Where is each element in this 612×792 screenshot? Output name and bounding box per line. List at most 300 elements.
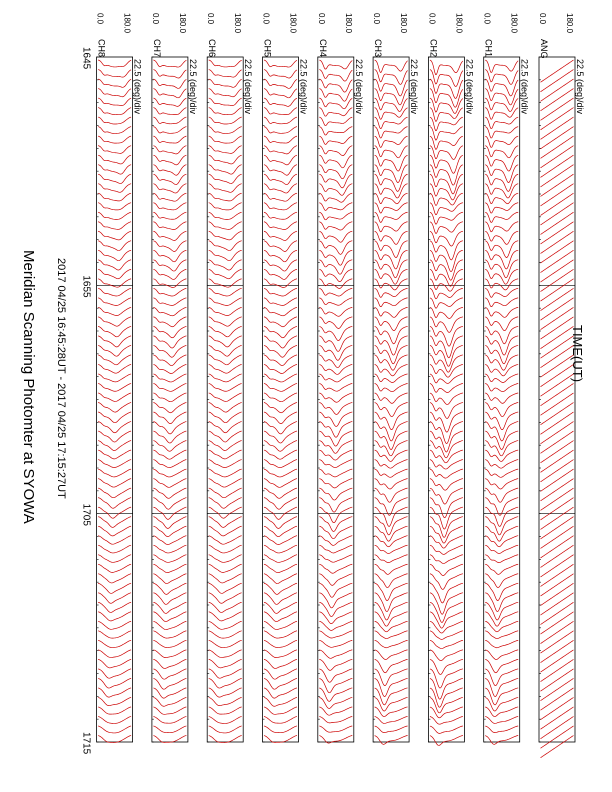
scan-trace	[319, 460, 352, 468]
scan-trace	[98, 697, 131, 705]
scan-trace	[319, 117, 352, 125]
y-tick-label: 180.0	[454, 13, 464, 34]
scan-trace	[375, 488, 408, 502]
scan-trace	[98, 364, 131, 373]
scan-trace	[98, 479, 131, 487]
scan-trace	[485, 288, 518, 297]
y-tick-label: 0.0	[372, 13, 382, 25]
scan-trace	[264, 174, 297, 184]
scan-trace	[98, 498, 131, 509]
scan-trace	[98, 260, 131, 270]
scan-trace	[153, 241, 186, 252]
trace-group	[153, 60, 186, 742]
scan-trace	[485, 193, 518, 204]
scan-trace	[264, 403, 297, 413]
scan-trace	[153, 393, 186, 402]
scan-trace	[485, 212, 518, 222]
scan-trace	[375, 726, 408, 733]
scan-trace	[430, 307, 463, 318]
scan-trace	[375, 193, 408, 204]
scan-trace	[153, 212, 186, 219]
scan-trace	[541, 555, 574, 577]
scan-trace	[319, 374, 352, 382]
scan-trace	[430, 460, 463, 469]
scan-trace	[485, 517, 518, 535]
scan-trace	[430, 517, 463, 538]
scan-trace	[98, 241, 131, 251]
scan-trace	[98, 688, 131, 697]
scan-trace	[264, 193, 297, 201]
scan-trace	[98, 79, 131, 87]
scan-trace	[319, 317, 352, 329]
scan-trace	[541, 345, 574, 367]
scan-trace	[319, 98, 352, 109]
scan-trace	[485, 479, 518, 489]
scan-trace	[153, 583, 186, 594]
scan-trace	[264, 659, 297, 668]
scan-trace	[153, 222, 186, 230]
scan-trace	[209, 669, 242, 678]
scan-trace	[153, 536, 186, 545]
scan-trace	[98, 203, 131, 210]
scan-trace	[485, 716, 518, 723]
scan-trace	[153, 203, 186, 210]
scan-trace	[153, 298, 186, 306]
scan-trace	[98, 726, 131, 733]
scan-trace	[209, 697, 242, 705]
trace-group	[264, 60, 297, 742]
scan-trace	[153, 231, 186, 240]
scan-trace	[541, 241, 574, 263]
scan-trace	[264, 621, 297, 629]
scan-trace	[153, 108, 186, 115]
scan-trace	[375, 612, 408, 626]
scan-trace	[541, 317, 574, 339]
scan-trace	[98, 184, 131, 193]
scan-trace	[485, 441, 518, 456]
y-tick-label: 0.0	[482, 13, 492, 25]
scan-trace	[98, 165, 131, 174]
scan-trace	[319, 602, 352, 616]
scan-trace	[485, 488, 518, 502]
scan-trace	[485, 383, 518, 391]
scan-trace	[485, 640, 518, 647]
scan-trace	[541, 640, 574, 662]
scan-trace	[430, 545, 463, 554]
scan-trace	[98, 735, 131, 742]
scan-trace	[430, 431, 463, 452]
trace-group	[375, 60, 408, 744]
scan-trace	[264, 669, 297, 679]
scan-trace	[153, 317, 186, 327]
scan-trace	[319, 678, 352, 692]
scan-trace	[319, 89, 352, 102]
scan-trace	[485, 707, 518, 717]
panel-scale: 22.5 (deg)/div	[132, 59, 143, 115]
scan-trace	[264, 269, 297, 279]
scan-trace	[264, 469, 297, 477]
scan-trace	[375, 127, 408, 138]
scan-trace	[153, 98, 186, 106]
scan-trace	[209, 260, 242, 270]
scan-trace	[541, 726, 574, 748]
scan-trace	[98, 288, 131, 296]
scan-trace	[541, 288, 574, 310]
scan-trace	[541, 222, 574, 244]
panel-ch5	[262, 13, 309, 742]
y-tick-label: 180.0	[565, 13, 574, 34]
scan-trace	[209, 146, 242, 154]
scan-trace	[98, 355, 131, 365]
scan-trace	[485, 155, 518, 171]
scan-trace	[264, 441, 297, 452]
scan-trace	[375, 117, 408, 129]
scan-trace	[209, 203, 242, 210]
panel-scale: 22.5 (deg)/div	[519, 59, 530, 115]
scan-trace	[319, 298, 352, 305]
scan-trace	[98, 269, 131, 278]
scan-trace	[319, 498, 352, 512]
scan-trace	[264, 136, 297, 143]
scan-trace	[264, 583, 297, 594]
scan-trace	[153, 364, 186, 373]
scan-trace	[485, 307, 518, 317]
scan-trace	[264, 716, 297, 723]
scan-trace	[485, 498, 518, 516]
scan-trace	[430, 507, 463, 529]
scan-trace	[541, 79, 574, 101]
scan-trace	[430, 60, 463, 75]
scan-trace	[319, 146, 352, 156]
scan-trace	[98, 326, 131, 336]
scan-trace	[541, 89, 574, 111]
scan-trace	[153, 621, 186, 629]
scan-trace	[98, 60, 131, 67]
y-tick-label: 0.0	[316, 13, 326, 25]
scan-trace	[375, 602, 408, 620]
trace-group	[541, 60, 574, 758]
scan-trace	[98, 564, 131, 572]
scan-trace	[319, 545, 352, 553]
scan-trace	[153, 60, 186, 67]
scan-trace	[153, 526, 186, 536]
scan-trace	[375, 403, 408, 417]
chart-title: Meridian Scanning Photomter at SYOWA	[20, 250, 37, 524]
scan-trace	[209, 555, 242, 563]
scan-trace	[541, 193, 574, 215]
scan-trace	[485, 688, 518, 705]
y-tick-label: 0.0	[95, 13, 105, 25]
scan-trace	[98, 412, 131, 423]
scan-trace	[209, 498, 242, 509]
scan-trace	[430, 536, 463, 548]
scan-trace	[209, 574, 242, 583]
scan-trace	[485, 222, 518, 232]
y-tick-label: 0.0	[261, 13, 271, 25]
scan-trace	[209, 60, 242, 67]
scan-trace	[485, 108, 518, 120]
scan-trace	[485, 602, 518, 620]
scan-trace	[209, 688, 242, 697]
scan-trace	[319, 203, 352, 211]
scan-trace	[430, 174, 463, 194]
scan-trace	[541, 612, 574, 634]
scan-trace	[98, 574, 131, 583]
scan-trace	[98, 212, 131, 219]
scan-trace	[98, 650, 131, 658]
scan-trace	[98, 193, 131, 201]
scan-trace	[485, 279, 518, 290]
scan-trace	[375, 393, 408, 403]
scan-trace	[541, 688, 574, 710]
scan-trace	[541, 621, 574, 643]
scan-trace	[375, 460, 408, 469]
chart-subtitle: 2017 04/25 16:45:28UT - 2017 04/25 17:15:27UT	[55, 258, 67, 499]
scan-trace	[541, 678, 574, 700]
scan-trace	[485, 631, 518, 639]
scan-trace	[375, 184, 408, 198]
scan-trace	[430, 498, 463, 518]
scan-trace	[375, 631, 408, 639]
scan-trace	[153, 507, 186, 519]
scan-trace	[264, 364, 297, 373]
scan-trace	[375, 108, 408, 120]
scan-trace	[153, 260, 186, 271]
scan-trace	[209, 716, 242, 723]
scan-trace	[485, 364, 518, 375]
scan-trace	[153, 250, 186, 262]
scan-trace	[264, 612, 297, 622]
scan-trace	[209, 422, 242, 433]
scan-trace	[98, 545, 131, 553]
scan-trace	[375, 555, 408, 563]
panel-label: CH7	[151, 39, 162, 58]
scan-trace	[485, 545, 518, 553]
scan-trace	[485, 298, 518, 307]
scan-trace	[98, 231, 131, 240]
scan-trace	[153, 612, 186, 622]
scan-trace	[430, 726, 463, 733]
scan-trace	[430, 650, 463, 661]
scan-trace	[375, 269, 408, 284]
scan-trace	[264, 89, 297, 98]
scan-trace	[209, 108, 242, 115]
scan-trace	[375, 203, 408, 213]
scan-trace	[264, 631, 297, 638]
scan-trace	[153, 659, 186, 668]
scan-trace	[209, 602, 242, 612]
panel-frame	[152, 57, 188, 742]
scan-trace	[375, 279, 408, 290]
scan-trace	[319, 393, 352, 402]
x-tick-label: 1705	[80, 503, 92, 526]
scan-trace	[541, 108, 574, 130]
scan-trace	[209, 222, 242, 230]
scan-trace	[209, 269, 242, 278]
y-tick-label: 0.0	[150, 13, 160, 25]
scan-trace	[430, 735, 463, 745]
panel-frame	[207, 57, 243, 742]
scan-trace	[541, 659, 574, 681]
scan-trace	[375, 545, 408, 553]
panel-label: CH1	[483, 39, 494, 58]
scan-trace	[541, 441, 574, 463]
scan-trace	[98, 659, 131, 667]
scan-trace	[485, 469, 518, 477]
scan-trace	[319, 583, 352, 597]
scan-trace	[375, 517, 408, 535]
scan-trace	[541, 231, 574, 253]
y-tick-label: 180.0	[509, 13, 519, 34]
scan-trace	[375, 231, 408, 244]
scan-trace	[485, 574, 518, 588]
scan-trace	[98, 70, 131, 78]
scan-trace	[430, 222, 463, 234]
scan-trace	[264, 678, 297, 689]
scan-trace	[485, 536, 518, 547]
scan-trace	[98, 640, 131, 647]
scan-trace	[264, 726, 297, 733]
scan-trace	[209, 336, 242, 347]
scan-trace	[319, 79, 352, 92]
scan-trace	[153, 193, 186, 201]
scan-trace	[541, 716, 574, 738]
scan-trace	[98, 136, 131, 143]
scan-trace	[430, 631, 463, 640]
scan-trace	[153, 174, 186, 184]
panel-scale: 22.5 (deg)/div	[575, 59, 585, 115]
scan-trace	[375, 735, 408, 744]
scan-trace	[319, 707, 352, 715]
scan-trace	[209, 707, 242, 714]
scan-trace	[541, 336, 574, 358]
scan-trace	[153, 574, 186, 584]
y-tick-label: 180.0	[122, 13, 132, 34]
scan-trace	[98, 336, 131, 347]
scan-trace	[319, 631, 352, 638]
scan-trace	[209, 241, 242, 251]
scan-trace	[319, 422, 352, 438]
scan-trace	[264, 564, 297, 572]
scan-trace	[375, 526, 408, 541]
panel-ch2	[427, 13, 474, 745]
scan-trace	[264, 526, 297, 536]
scan-trace	[375, 136, 408, 147]
panel-label: CH8	[96, 39, 107, 58]
scan-trace	[153, 488, 186, 498]
scan-trace	[264, 460, 297, 468]
scan-trace	[209, 469, 242, 477]
scan-trace	[153, 70, 186, 78]
scan-trace	[375, 146, 408, 158]
scan-trace	[541, 174, 574, 196]
scan-trace	[319, 403, 352, 415]
scan-trace	[98, 374, 131, 382]
scan-trace	[319, 355, 352, 368]
scan-trace	[485, 269, 518, 284]
scan-trace	[430, 469, 463, 478]
scan-trace	[319, 241, 352, 255]
scan-trace	[375, 60, 408, 72]
scan-trace	[209, 659, 242, 667]
scan-trace	[485, 555, 518, 563]
scan-trace	[430, 555, 463, 564]
scan-trace	[541, 469, 574, 491]
scan-trace	[209, 678, 242, 688]
scan-trace	[319, 650, 352, 658]
x-tick-label: 1645	[80, 47, 92, 70]
scan-trace	[153, 155, 186, 165]
panel-ch6	[206, 13, 253, 742]
panel-scale: 22.5 (deg)/div	[409, 59, 420, 115]
scan-trace	[319, 108, 352, 117]
scan-trace	[209, 517, 242, 528]
scan-trace	[319, 441, 352, 454]
scan-trace	[153, 307, 186, 315]
scan-trace	[485, 184, 518, 198]
panel-scale: 22.5 (deg)/div	[353, 59, 364, 115]
scan-trace	[209, 279, 242, 287]
scan-trace	[153, 269, 186, 279]
panel-ch4	[317, 13, 364, 743]
scan-trace	[209, 650, 242, 658]
scan-trace	[485, 726, 518, 733]
scan-trace	[209, 136, 242, 143]
scan-trace	[375, 593, 408, 612]
scan-trace	[209, 479, 242, 487]
x-tick-label: 1715	[80, 732, 92, 755]
scan-trace	[541, 70, 574, 92]
scan-trace	[209, 593, 242, 604]
scan-trace	[209, 403, 242, 413]
scan-trace	[485, 60, 518, 72]
scan-trace	[485, 593, 518, 612]
scan-trace	[430, 317, 463, 332]
scan-trace	[98, 488, 131, 498]
panels-group	[96, 13, 585, 758]
scan-trace	[319, 564, 352, 573]
scan-trace	[98, 422, 131, 433]
scan-trace	[430, 479, 463, 491]
panel-label: ANG	[539, 39, 549, 59]
scan-trace	[430, 364, 463, 377]
panel-label: CH3	[373, 39, 384, 58]
scan-trace	[153, 326, 186, 337]
scan-trace	[485, 250, 518, 269]
panel-scale: 22.5 (deg)/div	[298, 59, 309, 115]
scan-trace	[375, 479, 408, 489]
scan-trace	[264, 431, 297, 443]
scan-trace	[541, 279, 574, 301]
scan-trace	[98, 383, 131, 391]
y-tick-label: 180.0	[233, 13, 243, 34]
scan-trace	[485, 583, 518, 600]
scan-trace	[264, 536, 297, 545]
y-tick-label: 180.0	[177, 13, 187, 34]
scan-trace	[153, 697, 186, 706]
trace-group	[430, 60, 463, 745]
scan-trace	[541, 602, 574, 624]
scan-trace	[264, 498, 297, 510]
scan-trace	[98, 602, 131, 612]
scan-trace	[541, 583, 574, 605]
scan-trace	[485, 422, 518, 441]
y-tick-label: 0.0	[206, 13, 216, 25]
scan-trace	[375, 507, 408, 526]
scan-trace	[430, 716, 463, 724]
scan-trace	[430, 602, 463, 622]
scan-trace	[319, 555, 352, 562]
